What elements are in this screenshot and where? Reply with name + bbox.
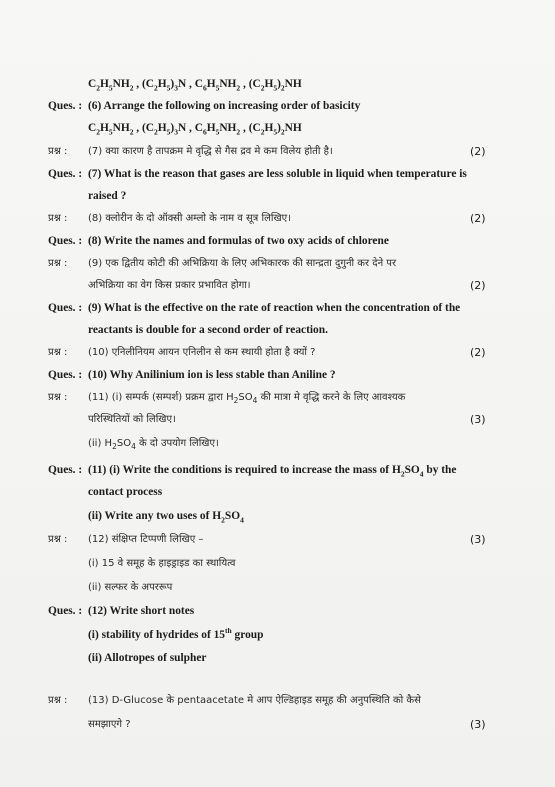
question-text-7: (7) What is the reason that gases are less soluble in liquid when temperature is	[88, 168, 467, 180]
ques-label: Ques. :	[48, 100, 83, 112]
prashn-label: प्रश्न :	[48, 146, 68, 157]
question-text-11-ii: (ii) Write any two uses of $H_2SO_4$	[88, 510, 244, 525]
question-text-hi-11-cont: परिस्थितियों को लिखिए।	[88, 414, 176, 425]
question-text-12-ii: (ii) Allotropes of sulpher	[88, 652, 207, 664]
marks-badge: (3)	[470, 413, 486, 426]
formula-line	[88, 77, 302, 91]
ques-label: Ques. :	[48, 605, 83, 617]
question-text-hi-13: (13) D-Glucose के pentaacetate मे आप ऐल्डिहाइड समूह की अनुपस्थिति को कैसे	[88, 695, 421, 706]
question-text-hi-7: (7) क्या कारण है तापक्रम मे वृद्धि से गैस द्रव मे कम विलेय होती है।	[88, 146, 333, 157]
question-text-hi-9-cont: अभिक्रिया का वेग किस प्रकार प्रभावित होगा।	[88, 280, 251, 291]
formula-line	[88, 121, 302, 135]
ques-label: Ques. :	[48, 235, 83, 247]
question-text-hi-13-cont: समझाएगे ?	[88, 719, 131, 730]
question-text-hi-10: (10) एनिलीनियम आयन एनिलीन से कम स्थायी होता है क्यों ?	[88, 347, 316, 358]
ques-label: Ques. :	[48, 369, 83, 381]
question-text-12-i: (i) stability of hydrides of 15th group	[88, 626, 264, 641]
question-text-hi-9: (9) एक द्वितीय कोटी की अभिक्रिया के लिए अभिकारक की सान्द्रता दुगुनी कर देने पर	[88, 258, 397, 269]
prashn-label: प्रश्न :	[48, 258, 68, 269]
marks-badge: (2)	[470, 346, 486, 359]
marks-badge: (2)	[470, 145, 486, 158]
prashn-label: प्रश्न :	[48, 695, 68, 706]
marks-badge: (2)	[470, 212, 486, 225]
ques-label: Ques. :	[48, 464, 83, 476]
formula-render: $C_2H_5NH_2$ , $(C_2H_5)_3N$ , $C_6H_5NH_2$ , $(C_2H_5)_2NH$	[88, 122, 302, 137]
question-text-hi-11: (11) (i) सम्पर्क (सम्पर्श) प्रक्रम द्वारा $H_2SO_4$ की मात्रा मे वृद्धि करने के लिए आवश्यक	[88, 392, 406, 405]
question-text-hi-11-ii: (ii) $H_2SO_4$ के दो उपयोग लिखिए।	[88, 438, 219, 451]
marks-badge: (3)	[470, 718, 486, 731]
question-text-hi-12-i: (i) 15 वे समूह के हाइड्राइड का स्थायित्व	[88, 558, 236, 569]
formula-render: $C_2H_5NH_2$ , $(C_2H_5)_3N$ , $C_6H_5NH_2$ , $(C_2H_5)_2NH$	[88, 78, 302, 93]
question-text-12: (12) Write short notes	[88, 605, 195, 617]
ques-label: Ques. :	[48, 168, 83, 180]
question-text-hi-12: (12) संक्षिप्त टिप्पणी लिखिए –	[88, 534, 204, 545]
question-text-7-cont: raised ?	[88, 190, 127, 202]
question-text-10: (10) Why Anilinium ion is less stable than Aniline ?	[88, 369, 336, 381]
prashn-label: प्रश्न :	[48, 347, 68, 358]
question-text-9: (9) What is the effective on the rate of reaction when the concentration of the	[88, 302, 461, 314]
question-text-8: (8) Write the names and formulas of two oxy acids of chlorene	[88, 235, 389, 247]
question-text-6: (6) Arrange the following on increasing order of basicity	[88, 100, 361, 112]
question-text-hi-8: (8) क्लोरीन के दो ऑक्सी अम्लो के नाम व सूत्र लिखिए।	[88, 213, 291, 224]
marks-badge: (3)	[470, 533, 486, 546]
prashn-label: प्रश्न :	[48, 534, 68, 545]
question-text-11: (11) (i) Write the conditions is required to increase the mass of $H_2SO_4$ by the	[88, 464, 457, 479]
ques-label: Ques. :	[48, 302, 83, 314]
question-text-hi-12-ii: (ii) सल्फर के अपररूप	[88, 582, 173, 593]
question-text-11-cont: contact process	[88, 486, 163, 498]
prashn-label: प्रश्न :	[48, 392, 68, 403]
prashn-label: प्रश्न :	[48, 213, 68, 224]
marks-badge: (2)	[470, 279, 486, 292]
question-text-9-cont: reactants is double for a second order of reaction.	[88, 324, 328, 336]
